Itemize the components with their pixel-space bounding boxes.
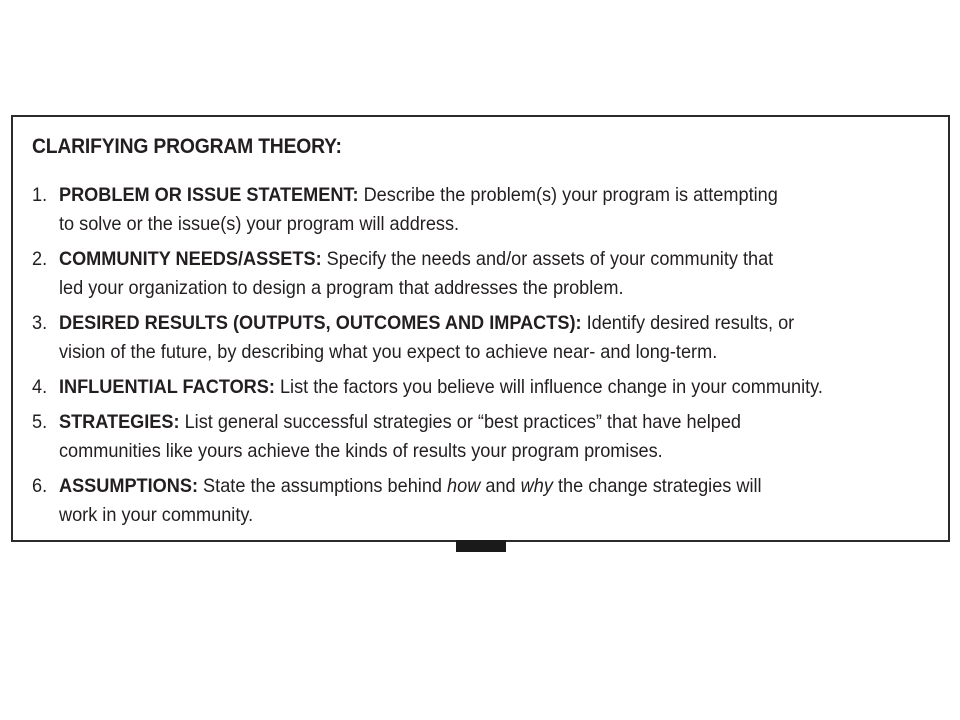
item-line <box>59 245 952 274</box>
item-number: 3. <box>32 312 48 334</box>
box-title: CLARIFYING PROGRAM THEORY: <box>32 135 342 158</box>
item-text: Describe the problem(s) your program is attempting <box>358 184 778 206</box>
list-item-problem-statement <box>32 181 952 239</box>
item-line-continuation: vision of the future, by describing what you expect to achieve near- and long-term. <box>58 341 718 363</box>
item-text: the change strategies will <box>552 475 762 497</box>
item-line <box>59 309 952 338</box>
program-theory-box <box>11 115 950 542</box>
item-text: List the factors you believe will influence change in your community. <box>274 376 823 398</box>
item-line-continuation: led your organization to design a program that addresses the problem. <box>58 277 624 299</box>
item-number: 6. <box>32 475 48 497</box>
item-emphasis: why <box>520 475 553 497</box>
item-term: PROBLEM OR ISSUE STATEMENT: <box>58 184 359 206</box>
item-term: STRATEGIES: <box>58 411 180 433</box>
item-line <box>59 408 952 437</box>
item-line <box>59 181 952 210</box>
item-line <box>59 373 952 402</box>
item-text: and <box>480 475 521 497</box>
item-number: 4. <box>32 376 48 398</box>
item-term: COMMUNITY NEEDS/ASSETS: <box>58 248 322 270</box>
list-item-desired-results <box>32 309 952 367</box>
item-term: INFLUENTIAL FACTORS: <box>58 376 275 398</box>
item-number: 2. <box>32 248 48 270</box>
item-emphasis: how <box>447 475 481 497</box>
list-item-influential-factors <box>32 373 952 402</box>
item-line-continuation: communities like yours achieve the kinds of results your program promises. <box>58 440 663 462</box>
item-line-continuation: to solve or the issue(s) your program will address. <box>58 213 460 235</box>
bottom-tab-marker <box>456 540 506 552</box>
list-item-assumptions <box>32 472 952 530</box>
item-line <box>59 472 952 501</box>
list-item-community-needs <box>32 245 952 303</box>
item-number: 5. <box>32 411 48 433</box>
item-text: List general successful strategies or “best practices” that have helped <box>179 411 742 433</box>
item-term: DESIRED RESULTS (OUTPUTS, OUTCOMES AND IMPACTS): <box>58 312 582 334</box>
program-theory-list <box>32 181 932 536</box>
item-text: Specify the needs and/or assets of your community that <box>321 248 774 270</box>
list-item-strategies <box>32 408 952 466</box>
item-number: 1. <box>32 184 48 206</box>
item-text: Identify desired results, or <box>581 312 795 334</box>
item-term: ASSUMPTIONS: <box>58 475 199 497</box>
item-text: State the assumptions behind <box>198 475 448 497</box>
item-line-continuation: work in your community. <box>58 504 254 526</box>
